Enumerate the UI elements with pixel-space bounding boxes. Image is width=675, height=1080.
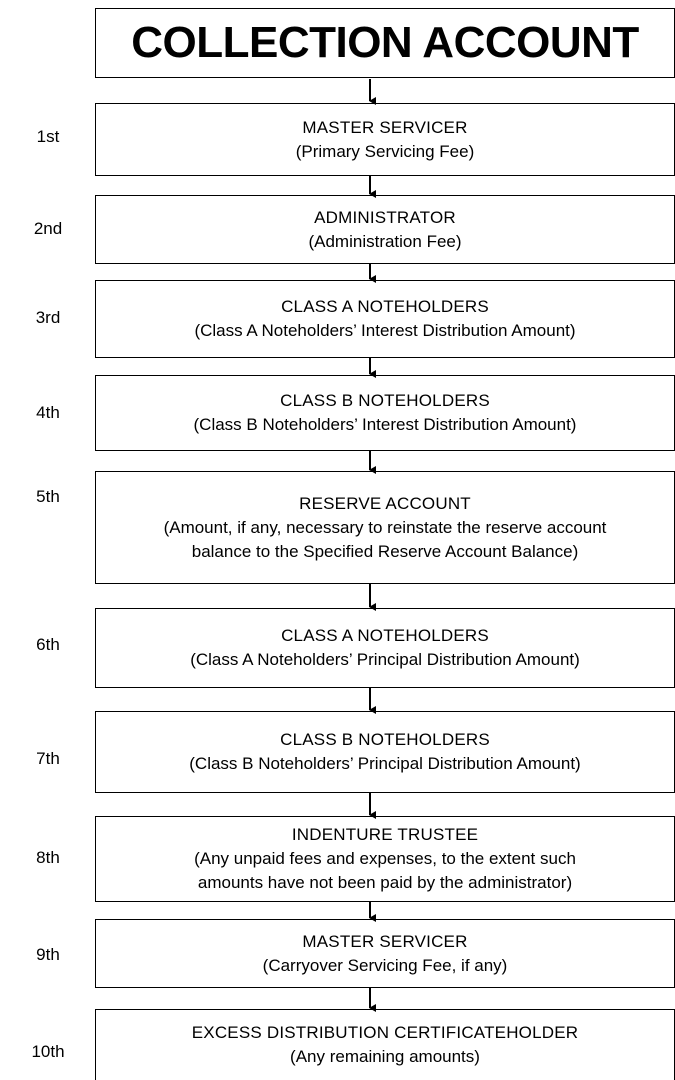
step-box-master-servicer: [95, 103, 675, 176]
step-box-class-a-interest: [95, 280, 675, 358]
step-description: (Class B Noteholders’ Interest Distribution Amount): [193, 415, 577, 434]
step-title: CLASS B NOTEHOLDERS: [280, 391, 490, 410]
step-description: balance to the Specified Reserve Account Balance): [191, 541, 579, 561]
step-ordinal: 10th: [31, 1042, 65, 1061]
step-ordinal: 7th: [36, 749, 60, 768]
step-title: ADMINISTRATOR: [314, 207, 456, 227]
step-description: amounts have not been paid by the administrator): [197, 873, 573, 892]
step-title: CLASS B NOTEHOLDERS: [280, 730, 490, 749]
step-ordinal: 5th: [36, 487, 60, 506]
step-title: EXCESS DISTRIBUTION CERTIFICATEHOLDER: [191, 1023, 579, 1042]
step-description: (Class A Noteholders’ Principal Distribution Amount): [190, 650, 580, 669]
step-description: (Amount, if any, necessary to reinstate the reserve account: [163, 517, 607, 537]
step-box-class-a-principal: [95, 608, 675, 688]
step-ordinal: 4th: [36, 403, 60, 422]
step-description: (Administration Fee): [308, 231, 462, 251]
step-ordinal: 3rd: [35, 308, 61, 327]
step-title: CLASS A NOTEHOLDERS: [281, 297, 489, 316]
collection-account-title: COLLECTION ACCOUNT: [131, 18, 639, 67]
step-description: (Carryover Servicing Fee, if any): [262, 955, 508, 975]
step-ordinal: 2nd: [33, 219, 63, 238]
step-box-indenture-trustee: [95, 816, 675, 902]
step-box-class-b-interest: [95, 375, 675, 451]
step-box-administrator: [95, 195, 675, 264]
step-box-excess-distribution: [95, 1009, 675, 1080]
step-box-reserve-account: [95, 471, 675, 584]
step-description: (Any unpaid fees and expenses, to the extent such: [194, 849, 576, 868]
step-title: MASTER SERVICER: [302, 117, 468, 137]
step-description: (Class A Noteholders’ Interest Distribution Amount): [194, 321, 576, 340]
step-title: INDENTURE TRUSTEE: [291, 825, 479, 844]
step-title: MASTER SERVICER: [302, 931, 468, 951]
step-ordinal: 6th: [36, 635, 60, 654]
step-box-master-servicer-carryover: [95, 919, 675, 988]
step-description: (Any remaining amounts): [290, 1047, 480, 1066]
step-title: CLASS A NOTEHOLDERS: [281, 626, 489, 645]
step-ordinal: 8th: [36, 848, 60, 867]
step-title: RESERVE ACCOUNT: [299, 493, 471, 513]
step-ordinal: 1st: [36, 127, 60, 146]
step-description: (Class B Noteholders’ Principal Distribution Amount): [189, 754, 581, 773]
step-box-class-b-principal: [95, 711, 675, 793]
step-description: (Primary Servicing Fee): [295, 141, 475, 161]
step-ordinal: 9th: [36, 945, 60, 964]
